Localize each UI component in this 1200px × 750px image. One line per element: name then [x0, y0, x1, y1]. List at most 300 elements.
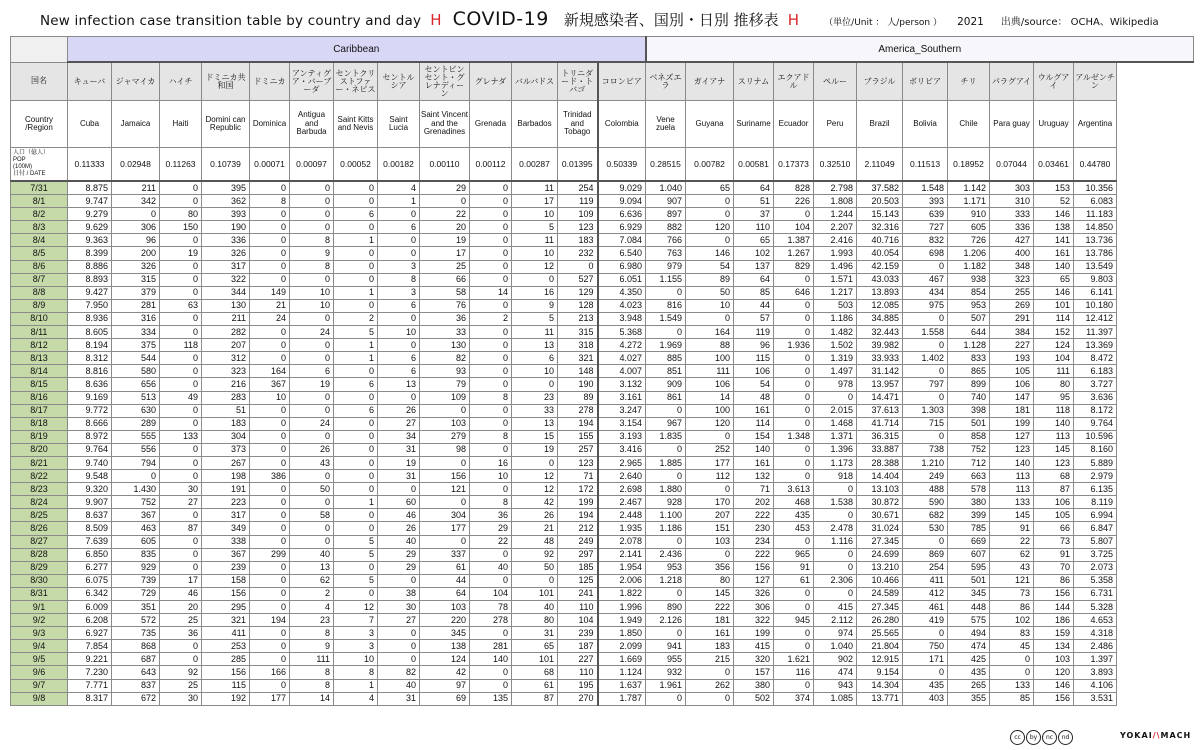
case-count-cell: 80 — [512, 614, 558, 627]
case-count-cell: 907 — [646, 195, 686, 208]
case-count-cell: 322 — [202, 273, 250, 286]
case-count-cell: 0 — [774, 404, 814, 417]
case-count-cell: 6.731 — [1074, 587, 1117, 600]
case-count-cell: 8.172 — [1074, 404, 1117, 417]
case-count-cell: 0 — [903, 365, 948, 378]
case-count-cell: 1.348 — [774, 430, 814, 443]
case-count-cell: 2.798 — [814, 181, 857, 195]
country-jp-name: アンティグア・バーブーダ — [290, 62, 334, 101]
table-row — [11, 339, 1194, 352]
case-count-cell: 0 — [250, 640, 290, 653]
case-count-cell: 6.342 — [68, 587, 112, 600]
country-jp-row — [11, 62, 1194, 101]
case-count-cell: 192 — [202, 692, 250, 705]
case-count-cell: 120 — [686, 417, 734, 430]
case-count-cell: 7.950 — [68, 299, 112, 312]
case-count-cell: 575 — [948, 614, 990, 627]
case-count-cell: 13.103 — [857, 483, 903, 496]
country-en-name: Domini can Republic — [202, 101, 250, 148]
case-count-cell: 938 — [948, 273, 990, 286]
case-count-cell: 200 — [112, 247, 160, 260]
case-count-cell: 137 — [734, 260, 774, 273]
case-count-cell: 177 — [420, 522, 470, 535]
case-count-cell: 129 — [558, 286, 598, 299]
case-count-cell: 0 — [470, 326, 512, 339]
case-count-cell: 1.993 — [814, 247, 857, 260]
case-count-cell: 202 — [734, 496, 774, 509]
case-count-cell: 0 — [250, 587, 290, 600]
brand-logo: YOKAI/\MACH — [1120, 731, 1192, 740]
case-count-cell: 227 — [990, 339, 1034, 352]
case-count-cell: 2.126 — [646, 614, 686, 627]
case-count-cell: 9.629 — [68, 221, 112, 234]
case-count-cell: 100 — [686, 352, 734, 365]
case-count-cell: 14 — [470, 286, 512, 299]
case-count-cell: 8.317 — [68, 692, 112, 705]
case-count-cell: 223 — [202, 496, 250, 509]
case-count-cell: 156 — [202, 666, 250, 679]
case-count-cell: 326 — [112, 260, 160, 273]
case-count-cell: 254 — [558, 181, 598, 195]
case-count-cell: 10.596 — [1074, 430, 1117, 443]
case-count-cell: 100 — [686, 404, 734, 417]
case-count-cell: 0 — [250, 496, 290, 509]
population-value: 0.00112 — [470, 148, 512, 182]
case-count-cell: 152 — [1034, 326, 1074, 339]
case-count-cell: 16 — [512, 286, 558, 299]
date-cell: 8/3 — [11, 221, 68, 234]
case-count-cell: 0 — [470, 260, 512, 273]
case-count-cell: 1.637 — [598, 679, 646, 692]
case-count-cell: 32.443 — [857, 326, 903, 339]
case-count-cell: 11.397 — [1074, 326, 1117, 339]
region-header: Caribbean — [68, 37, 646, 63]
case-count-cell: 230 — [734, 522, 774, 535]
case-count-cell: 882 — [646, 221, 686, 234]
population-label-line: (100M) — [13, 164, 33, 170]
case-count-cell: 0 — [646, 470, 686, 483]
case-count-cell: 953 — [646, 561, 686, 574]
case-count-cell: 31.142 — [857, 365, 903, 378]
case-count-cell: 183 — [202, 417, 250, 430]
case-count-cell: 0 — [250, 247, 290, 260]
population-value: 0.00182 — [378, 148, 420, 182]
case-count-cell: 941 — [646, 640, 686, 653]
case-count-cell: 61 — [420, 561, 470, 574]
case-count-cell: 0 — [774, 208, 814, 221]
case-count-cell: 46 — [378, 509, 420, 522]
case-count-cell: 0 — [686, 483, 734, 496]
case-count-cell: 164 — [686, 326, 734, 339]
case-count-cell: 51 — [202, 404, 250, 417]
case-count-cell: 24 — [290, 326, 334, 339]
case-count-cell: 0 — [250, 601, 290, 614]
case-count-cell: 672 — [112, 692, 160, 705]
date-cell: 8/30 — [11, 574, 68, 587]
case-count-cell: 0 — [814, 548, 857, 561]
case-count-cell: 0 — [420, 535, 470, 548]
case-count-cell: 87 — [1034, 483, 1074, 496]
case-count-cell: 40 — [378, 679, 420, 692]
population-value: 0.11513 — [903, 148, 948, 182]
case-count-cell: 320 — [734, 653, 774, 666]
table-row — [11, 470, 1194, 483]
case-count-cell: 682 — [903, 509, 948, 522]
country-jp-name: ジャマイカ — [112, 62, 160, 101]
case-count-cell: 8.972 — [68, 430, 112, 443]
table-row — [11, 195, 1194, 208]
case-count-cell: 27.345 — [857, 601, 903, 614]
case-count-cell: 19 — [290, 378, 334, 391]
case-count-cell: 61 — [774, 574, 814, 587]
population-label — [11, 148, 68, 182]
case-count-cell: 494 — [948, 627, 990, 640]
case-count-cell: 1.621 — [774, 653, 814, 666]
case-count-cell: 199 — [990, 417, 1034, 430]
case-count-cell: 0 — [903, 535, 948, 548]
case-count-cell: 26.280 — [857, 614, 903, 627]
case-count-cell: 0 — [290, 391, 334, 404]
case-count-cell: 24.589 — [857, 587, 903, 600]
case-count-cell: 0 — [250, 574, 290, 587]
case-count-cell: 425 — [948, 653, 990, 666]
case-count-cell: 177 — [686, 456, 734, 469]
case-count-cell: 161 — [1034, 247, 1074, 260]
case-count-cell: 222 — [686, 601, 734, 614]
date-cell: 8/16 — [11, 391, 68, 404]
case-count-cell: 0 — [774, 627, 814, 640]
case-count-cell: 395 — [202, 181, 250, 195]
case-count-cell: 13.957 — [857, 378, 903, 391]
case-count-cell: 2 — [334, 312, 378, 325]
case-count-cell: 92 — [160, 666, 202, 679]
case-count-cell: 367 — [112, 509, 160, 522]
license-cc-icon: cc — [1010, 730, 1025, 745]
case-count-cell: 897 — [646, 208, 686, 221]
case-count-cell: 121 — [420, 483, 470, 496]
case-count-cell: 0 — [686, 195, 734, 208]
title-source: 出典/source： OCHA、Wikipedia — [1000, 17, 1159, 28]
case-count-cell: 181 — [990, 404, 1034, 417]
case-count-cell: 2.112 — [814, 614, 857, 627]
case-count-cell: 104 — [558, 614, 598, 627]
case-count-cell: 0 — [903, 666, 948, 679]
country-en-name: Antigua and Barbuda — [290, 101, 334, 148]
case-count-cell: 8.160 — [1074, 443, 1117, 456]
transition-table — [10, 36, 1194, 706]
case-count-cell: 0 — [250, 339, 290, 352]
case-count-cell: 315 — [558, 326, 598, 339]
case-count-cell: 98 — [420, 443, 470, 456]
country-en-name: Uruguay — [1034, 101, 1074, 148]
case-count-cell: 5 — [512, 221, 558, 234]
case-count-cell: 101 — [1034, 299, 1074, 312]
case-count-cell: 0 — [334, 417, 378, 430]
case-count-cell: 9.029 — [598, 181, 646, 195]
case-count-cell: 0 — [250, 443, 290, 456]
case-count-cell: 14.404 — [857, 470, 903, 483]
case-count-cell: 1.850 — [598, 627, 646, 640]
population-value: 0.00581 — [734, 148, 774, 182]
case-count-cell: 14 — [290, 692, 334, 705]
country-en-name: Suriname — [734, 101, 774, 148]
case-count-cell: 0 — [334, 430, 378, 443]
case-count-cell: 105 — [990, 365, 1034, 378]
population-value: 0.11263 — [160, 148, 202, 182]
case-count-cell: 3 — [378, 286, 420, 299]
case-count-cell: 530 — [903, 522, 948, 535]
case-count-cell: 65 — [686, 181, 734, 195]
case-count-cell: 62 — [990, 548, 1034, 561]
table-row — [11, 601, 1194, 614]
case-count-cell: 12 — [512, 483, 558, 496]
case-count-cell: 373 — [202, 443, 250, 456]
case-count-cell: 435 — [903, 679, 948, 692]
date-cell: 8/10 — [11, 312, 68, 325]
date-cell: 7/31 — [11, 181, 68, 195]
case-count-cell: 187 — [558, 640, 598, 653]
case-count-cell: 2.640 — [598, 470, 646, 483]
case-count-cell: 26 — [290, 443, 334, 456]
case-count-cell: 156 — [202, 587, 250, 600]
case-count-cell: 0 — [774, 326, 814, 339]
case-count-cell: 0 — [290, 339, 334, 352]
case-count-cell: 0 — [903, 391, 948, 404]
case-count-cell: 133 — [160, 430, 202, 443]
case-count-cell: 101 — [512, 587, 558, 600]
case-count-cell: 64 — [734, 181, 774, 195]
case-count-cell: 1.173 — [814, 456, 857, 469]
case-count-cell: 306 — [734, 601, 774, 614]
case-count-cell: 281 — [112, 299, 160, 312]
case-count-cell: 890 — [646, 601, 686, 614]
case-count-cell: 138 — [420, 640, 470, 653]
case-count-cell: 252 — [686, 443, 734, 456]
case-count-cell: 8.399 — [68, 247, 112, 260]
case-count-cell: 297 — [558, 548, 598, 561]
table-row — [11, 221, 1194, 234]
case-count-cell: 3.727 — [1074, 378, 1117, 391]
case-count-cell: 115 — [202, 679, 250, 692]
case-count-cell: 3 — [378, 260, 420, 273]
case-count-cell: 4.350 — [598, 286, 646, 299]
country-jp-name: トリニダード・トバゴ — [558, 62, 598, 101]
case-count-cell: 943 — [814, 679, 857, 692]
case-count-cell: 337 — [420, 548, 470, 561]
license-badges — [1010, 730, 1073, 744]
case-count-cell: 85 — [990, 692, 1034, 705]
case-count-cell: 111 — [686, 365, 734, 378]
case-count-cell: 6 — [290, 365, 334, 378]
case-count-cell: 0 — [290, 430, 334, 443]
case-count-cell: 104 — [470, 587, 512, 600]
case-count-cell: 10 — [250, 391, 290, 404]
case-count-cell: 15 — [512, 430, 558, 443]
case-count-cell: 89 — [686, 273, 734, 286]
case-count-cell: 249 — [558, 535, 598, 548]
case-count-cell: 29 — [470, 522, 512, 535]
license-nd-icon: nd — [1058, 730, 1073, 745]
case-count-cell: 103 — [686, 535, 734, 548]
case-count-cell: 65 — [734, 234, 774, 247]
case-count-cell: 0 — [334, 299, 378, 312]
case-count-cell: 0 — [250, 352, 290, 365]
case-count-cell: 715 — [903, 417, 948, 430]
case-count-cell: 19 — [378, 456, 420, 469]
case-count-cell: 239 — [558, 627, 598, 640]
case-count-cell: 1.669 — [598, 653, 646, 666]
country-jp-name: ウルグアイ — [1034, 62, 1074, 101]
case-count-cell: 96 — [112, 234, 160, 247]
case-count-cell: 0 — [774, 587, 814, 600]
case-count-cell: 435 — [948, 666, 990, 679]
case-count-cell: 8.636 — [68, 378, 112, 391]
case-count-cell: 785 — [948, 522, 990, 535]
case-count-cell: 48 — [512, 535, 558, 548]
case-count-cell: 3.154 — [598, 417, 646, 430]
case-count-cell: 0 — [334, 561, 378, 574]
case-count-cell: 400 — [990, 247, 1034, 260]
case-count-cell: 0 — [160, 195, 202, 208]
case-count-cell: 0 — [512, 456, 558, 469]
case-count-cell: 656 — [112, 378, 160, 391]
case-count-cell: 1.371 — [814, 430, 857, 443]
case-count-cell: 3.893 — [1074, 666, 1117, 679]
case-count-cell: 0 — [470, 339, 512, 352]
case-count-cell: 166 — [250, 666, 290, 679]
case-count-cell: 0 — [378, 391, 420, 404]
case-count-cell: 6.540 — [598, 247, 646, 260]
case-count-cell: 869 — [903, 548, 948, 561]
case-count-cell: 1.430 — [112, 483, 160, 496]
case-count-cell: 488 — [903, 483, 948, 496]
case-count-cell: 0 — [160, 273, 202, 286]
case-count-cell: 0 — [646, 443, 686, 456]
case-count-cell: 1.040 — [814, 640, 857, 653]
case-count-cell: 26 — [512, 509, 558, 522]
case-count-cell: 140 — [470, 653, 512, 666]
case-count-cell: 194 — [558, 509, 598, 522]
case-count-cell: 8.666 — [68, 417, 112, 430]
country-en-name: Ecuador — [774, 101, 814, 148]
case-count-cell: 918 — [814, 470, 857, 483]
case-count-cell: 1.935 — [598, 522, 646, 535]
case-count-cell: 0 — [334, 195, 378, 208]
case-count-cell: 1 — [334, 352, 378, 365]
case-count-cell: 411 — [202, 627, 250, 640]
case-count-cell: 868 — [112, 640, 160, 653]
case-count-cell: 138 — [1034, 221, 1074, 234]
case-count-cell: 979 — [646, 260, 686, 273]
case-count-cell: 0 — [160, 640, 202, 653]
case-count-cell: 161 — [734, 456, 774, 469]
case-count-cell: 191 — [202, 483, 250, 496]
case-count-cell: 161 — [686, 627, 734, 640]
case-count-cell: 0 — [250, 417, 290, 430]
case-count-cell: 33.933 — [857, 352, 903, 365]
country-en-name: Guyana — [686, 101, 734, 148]
case-count-cell: 0 — [160, 365, 202, 378]
country-jp-name: エクアドル — [774, 62, 814, 101]
case-count-cell: 861 — [646, 391, 686, 404]
country-jp-name: グレナダ — [470, 62, 512, 101]
case-count-cell: 355 — [948, 692, 990, 705]
case-count-cell: 0 — [470, 627, 512, 640]
country-jp-name: パラグアイ — [990, 62, 1034, 101]
case-count-cell: 133 — [990, 496, 1034, 509]
case-count-cell: 1.835 — [646, 430, 686, 443]
case-count-cell: 909 — [646, 378, 686, 391]
case-count-cell: 33.887 — [857, 443, 903, 456]
case-count-cell: 31 — [378, 443, 420, 456]
case-count-cell: 318 — [558, 339, 598, 352]
case-count-cell: 20 — [160, 601, 202, 614]
case-count-cell: 28.388 — [857, 456, 903, 469]
case-count-cell: 40 — [512, 601, 558, 614]
case-count-cell: 0 — [686, 666, 734, 679]
case-count-cell: 7 — [334, 614, 378, 627]
case-count-cell: 183 — [686, 640, 734, 653]
case-count-cell: 61 — [512, 679, 558, 692]
case-count-cell: 0 — [903, 339, 948, 352]
case-count-cell: 5.807 — [1074, 535, 1117, 548]
case-count-cell: 6 — [378, 352, 420, 365]
date-cell: 8/17 — [11, 404, 68, 417]
case-count-cell: 289 — [112, 417, 160, 430]
case-count-cell: 828 — [774, 181, 814, 195]
case-count-cell: 8 — [290, 627, 334, 640]
case-count-cell: 1.186 — [646, 522, 686, 535]
case-count-cell: 0 — [774, 273, 814, 286]
case-count-cell: 8 — [290, 666, 334, 679]
case-count-cell: 207 — [202, 339, 250, 352]
case-count-cell: 6.141 — [1074, 286, 1117, 299]
case-count-cell: 0 — [334, 456, 378, 469]
case-count-cell: 3.613 — [774, 483, 814, 496]
case-count-cell: 54 — [734, 378, 774, 391]
population-value: 0.17373 — [774, 148, 814, 182]
case-count-cell: 0 — [774, 378, 814, 391]
case-count-cell: 116 — [774, 666, 814, 679]
case-count-cell: 2.436 — [646, 548, 686, 561]
case-count-cell: 227 — [558, 653, 598, 666]
case-count-cell: 3.416 — [598, 443, 646, 456]
case-count-cell: 29 — [378, 548, 420, 561]
population-label-line: 人口（億人） — [13, 150, 50, 156]
case-count-cell: 121 — [990, 574, 1034, 587]
case-count-cell: 304 — [202, 430, 250, 443]
country-jp-name: ボリビア — [903, 62, 948, 101]
case-count-cell: 141 — [1034, 234, 1074, 247]
table-row — [11, 378, 1194, 391]
case-count-cell: 213 — [558, 312, 598, 325]
case-count-cell: 544 — [112, 352, 160, 365]
case-count-cell: 66 — [420, 273, 470, 286]
case-count-cell: 13.893 — [857, 286, 903, 299]
case-count-cell: 211 — [202, 312, 250, 325]
case-count-cell: 9 — [290, 247, 334, 260]
case-count-cell: 140 — [734, 443, 774, 456]
case-count-cell: 1.218 — [646, 574, 686, 587]
case-count-cell: 833 — [948, 352, 990, 365]
case-count-cell: 8 — [470, 496, 512, 509]
case-count-cell: 4.007 — [598, 365, 646, 378]
case-count-cell: 0 — [290, 404, 334, 417]
case-count-cell: 13.549 — [1074, 260, 1117, 273]
case-count-cell: 190 — [202, 221, 250, 234]
case-count-cell: 0 — [470, 273, 512, 286]
case-count-cell: 104 — [1034, 352, 1074, 365]
